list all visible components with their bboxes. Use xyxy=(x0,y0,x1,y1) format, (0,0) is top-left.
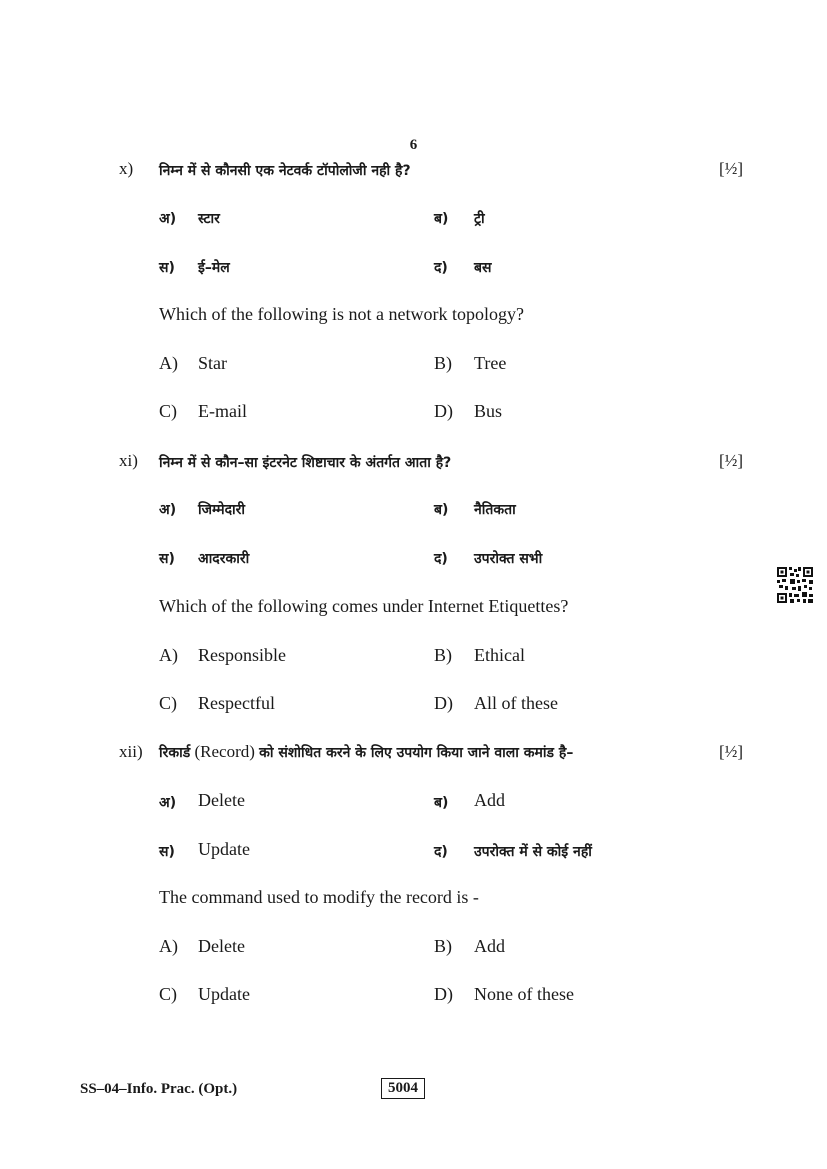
option-label: C) xyxy=(159,984,177,1004)
option-text: All of these xyxy=(474,693,558,713)
option-text: Ethical xyxy=(474,645,525,665)
option-text: Update xyxy=(198,839,250,859)
option-text: Delete xyxy=(198,790,245,810)
question-number: xii) xyxy=(119,742,143,761)
option-label: C) xyxy=(159,693,177,713)
question-text-hindi-part: रिकार्ड xyxy=(159,745,191,761)
question-marks: [½] xyxy=(719,742,744,761)
option-text: बस xyxy=(474,260,492,276)
option-label: A) xyxy=(159,353,178,373)
option-text: Update xyxy=(198,984,250,1004)
option-text: Respectful xyxy=(198,693,275,713)
question-text-hindi-part: को संशोधित करने के लिए उपयोग किया जाने वाला कमांड है– xyxy=(259,745,574,761)
option-label: A) xyxy=(159,645,178,665)
question-text-english: Which of the following comes under Internet Etiquettes? xyxy=(159,596,569,616)
question-text-hindi xyxy=(159,742,573,762)
option-text: E-mail xyxy=(198,401,247,421)
option-label: अ) xyxy=(159,502,177,518)
option-text: Delete xyxy=(198,936,245,956)
option-text: Bus xyxy=(474,401,503,421)
option-label: D) xyxy=(434,693,453,713)
option-label: अ) xyxy=(159,211,177,227)
option-label: C) xyxy=(159,401,177,421)
option-label: B) xyxy=(434,645,452,665)
question-text-hindi: निम्न में से कौन–सा इंटरनेट शिष्टाचार के अंतर्गत आता है? xyxy=(159,455,452,471)
option-text: जिम्मेदारी xyxy=(198,502,245,518)
question-marks: [½] xyxy=(719,451,744,470)
option-text: Responsible xyxy=(198,645,286,665)
option-text: स्टार xyxy=(198,211,220,227)
option-text: आदरकारी xyxy=(198,551,250,567)
option-label: D) xyxy=(434,984,453,1004)
option-label: A) xyxy=(159,936,178,956)
option-label: द) xyxy=(434,260,448,276)
qr-code-icon xyxy=(776,566,814,604)
option-label: द) xyxy=(434,844,448,860)
option-text: Add xyxy=(474,936,505,956)
option-text: Star xyxy=(198,353,227,373)
option-label: स) xyxy=(159,260,175,276)
option-text: उपरोक्त में से कोई नहीं xyxy=(474,844,592,860)
option-text: ट्री xyxy=(474,211,485,227)
question-marks: [½] xyxy=(719,159,744,178)
option-text: ई–मेल xyxy=(198,260,230,276)
option-label: ब) xyxy=(434,502,449,518)
option-label: B) xyxy=(434,353,452,373)
option-label: ब) xyxy=(434,211,449,227)
option-label: स) xyxy=(159,551,175,567)
option-label: द) xyxy=(434,551,448,567)
question-text-english: Which of the following is not a network topology? xyxy=(159,304,524,324)
option-label: D) xyxy=(434,401,453,421)
page-number: 6 xyxy=(409,137,418,153)
option-text: उपरोक्त सभी xyxy=(474,551,543,567)
question-text-english: The command used to modify the record is - xyxy=(159,887,479,907)
option-label: ब) xyxy=(434,795,449,811)
option-text: Add xyxy=(474,790,505,810)
option-text: None of these xyxy=(474,984,574,1004)
question-number: xi) xyxy=(119,451,138,470)
paper-number-box: 5004 xyxy=(381,1078,425,1099)
option-label: अ) xyxy=(159,795,177,811)
option-text: Tree xyxy=(474,353,507,373)
question-number: x) xyxy=(119,159,134,178)
option-label: B) xyxy=(434,936,452,956)
option-label: स) xyxy=(159,844,175,860)
question-text-english-term: (Record) xyxy=(190,742,260,761)
paper-code: SS–04–Info. Prac. (Opt.) xyxy=(80,1081,238,1097)
option-text: नैतिकता xyxy=(474,502,516,518)
question-text-hindi: निम्न में से कौनसी एक नेटवर्क टॉपोलोजी नही है? xyxy=(159,163,411,179)
